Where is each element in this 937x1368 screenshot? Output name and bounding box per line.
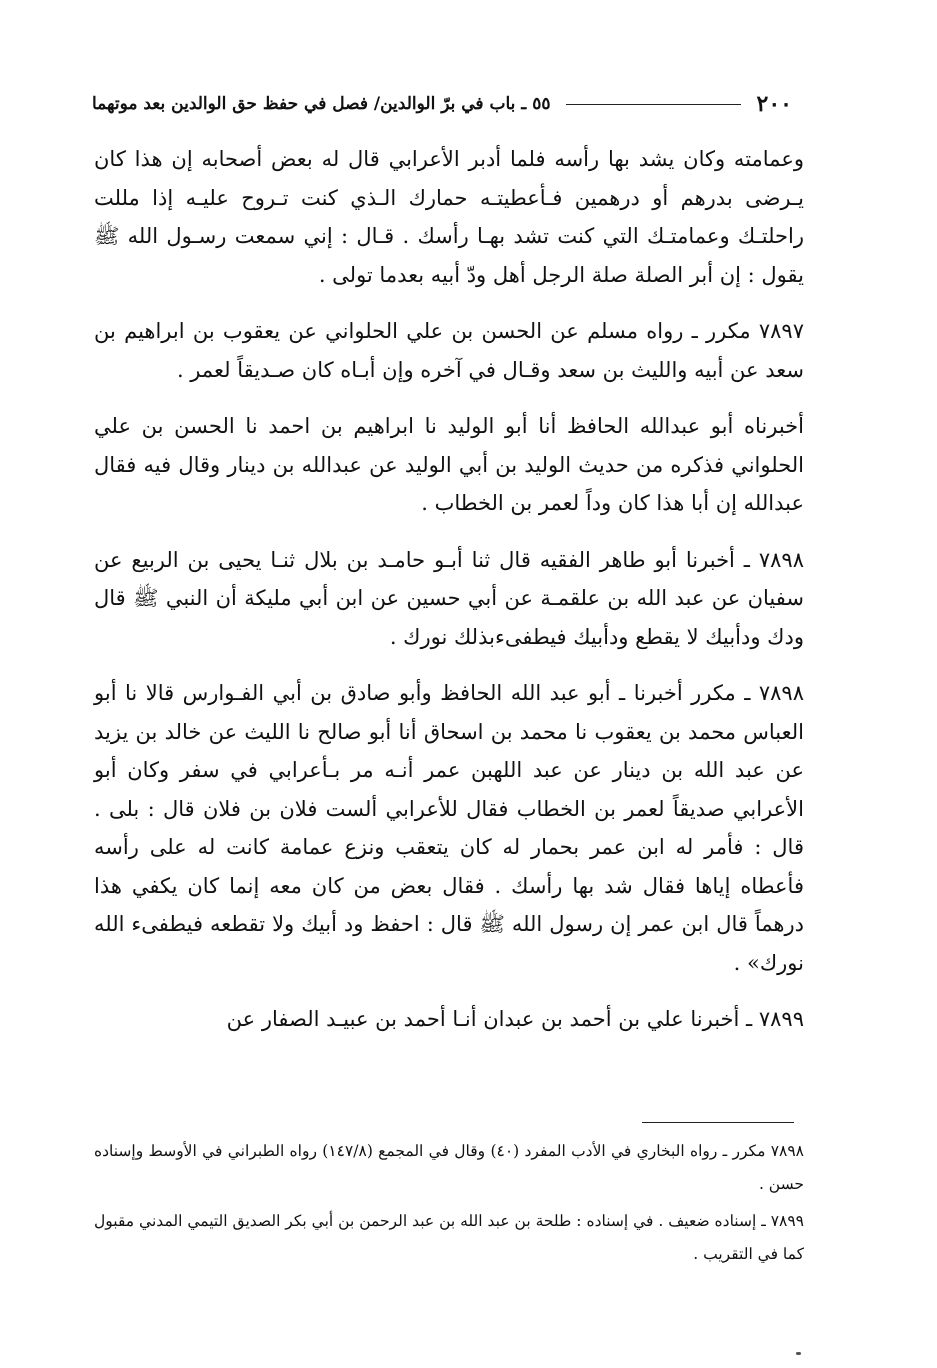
header-rule — [566, 104, 740, 105]
footnote-separator — [642, 1122, 794, 1123]
paragraph: ٧٨٩٨ ـ أخبرنا أبو طاهر الفقيه قال ثنا أبـو حامـد بن بلال ثنـا يحيى بن الربيع عن سفيان عن عبد الله بن علقمـة عن أبي حسين عن ابن أبي مليكة أن النبي ﷺ قال ودك ودأبيك لا يقطع ودأبيك فيطفىءبذلك نورك . — [94, 547, 804, 649]
main-text — [94, 140, 804, 1057]
paragraph: وعمامته وكان يشد بها رأسه فلما أدبر الأعرابي قال له بعض أصحابه إن هذا كان يـرضى بدرهم أو درهمين فـأعطيتـه حمارك الـذي كنت تـروح عليـه إذا مللت راحلتـك وعمامتـك التي كنت تشد بهـا رأسك . قـال : إني سمعت رسـول الله ﷺ يقول : إن أبر الصلة صلة الرجل أهل ودّ أبيه بعدما تولى . — [94, 147, 804, 287]
running-title: ٥٥ ـ باب في برّ الوالدين/ فصل في حفظ حق الوالدين بعد موتهما — [92, 94, 551, 114]
paragraph: أخبرناه أبو عبدالله الحافظ أنا أبو الوليد نا ابراهيم بن احمد نا الحسن بن علي الحلواني فذكره من حديث الوليد بن أبي الوليد عن عبدالله بن دينار وقال فيه فقال عبدالله إن أبا هذا كان وداً لعمر بن الخطاب . — [94, 414, 804, 515]
paragraph: ٧٨٩٨ ـ مكرر أخبرنا ـ أبو عبد الله الحافظ وأبو صادق بن أبي الفـوارس قالا نا أبو العباس محمد بن يعقوب نا محمد بن اسحاق أنا أبو صالح نا الليث عن خالد بن يزيد عن عبد الله بن دينار عن عبد اللهبن عمر أنـه مر بـأعرابي في سفر وكان أبو الأعرابي صديقاً لعمر بن الخطاب فقال للأعرابي ألست فلان بن فلان قال : بلى . قال : فأمر له ابن عمر بحمار له كان يتعقب ونزع عمامة كانت له على رأسه فأعطاه إياها فقال شد بها رأسك . فقال بعض من كان معه إنما كان يكفي هذا درهماً قال ابن عمر إن رسول الله ﷺ قال : احفظ ود أبيك ولا تقطعه فيطفىء الله نورك» . — [94, 681, 804, 975]
page-header — [92, 88, 792, 120]
footnotes — [94, 1135, 804, 1275]
footnote: ٧٨٩٩ ـ إسناده ضعيف . في إسناده : طلحة بن عبد الله بن عبد الرحمن بن أبي بكر الصديق التيمي المدني مقبول كما في التقريب . — [94, 1212, 804, 1263]
paragraph: ٧٨٩٧ مكرر ـ رواه مسلم عن الحسن بن علي الحلواني عن يعقوب بن ابراهيم بن سعد عن أبيه والليث بن سعد وقـال في آخره وإن أبـاه كان صـديقاً لعمر . — [94, 319, 804, 382]
print-speck — [796, 1352, 801, 1355]
page-number: ٢٠٠ — [756, 91, 792, 117]
paragraph: ٧٨٩٩ ـ أخبرنا علي بن أحمد بن عبدان أنـا أحمد بن عبيـد الصفار عن — [226, 1007, 804, 1031]
footnote: ٧٨٩٨ مكرر ـ رواه البخاري في الأدب المفرد (٤٠) وقال في المجمع (١٤٧/٨) رواه الطبراني في الأوسط وإسناده حسن . — [94, 1142, 804, 1193]
